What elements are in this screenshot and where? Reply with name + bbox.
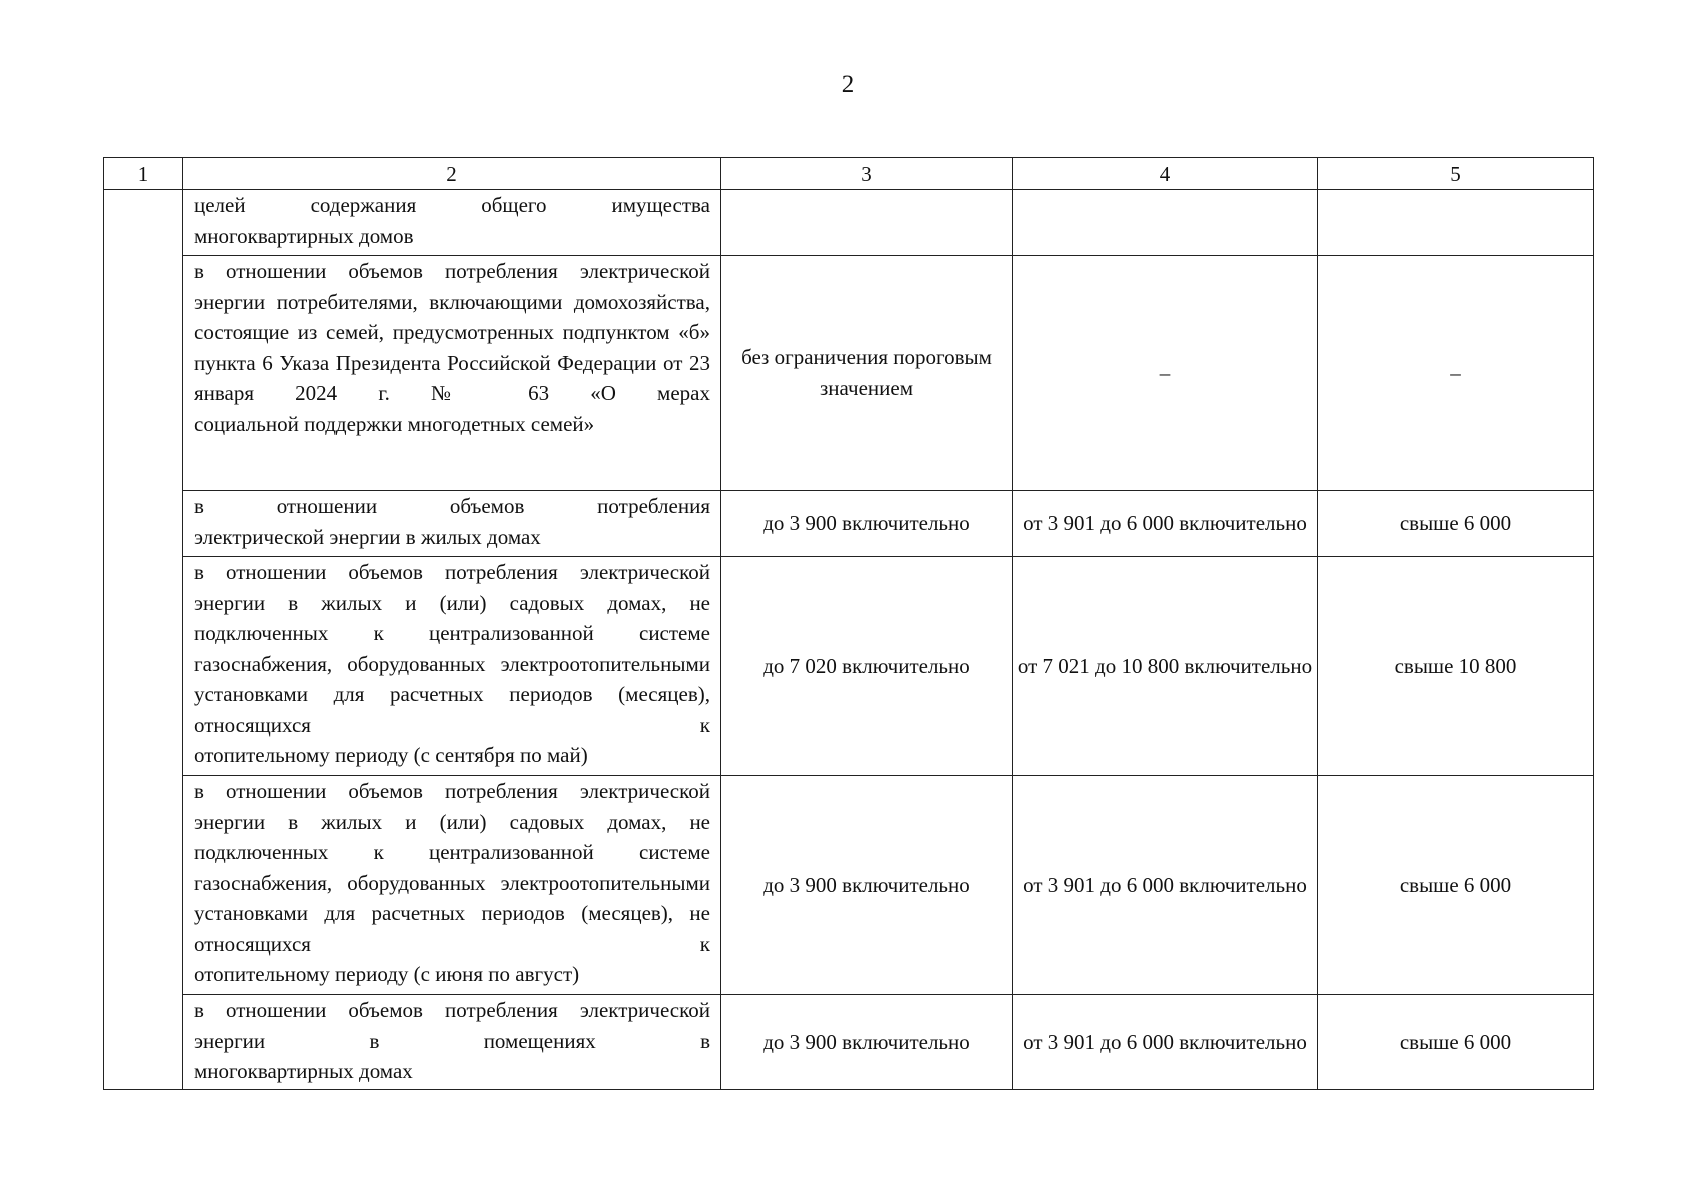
- description-cell: [183, 190, 721, 256]
- description-cell: [183, 995, 721, 1090]
- description-last-line: отопительному периоду (с сентября по май): [194, 743, 588, 767]
- table-header-row: [104, 158, 1594, 190]
- value-cell-col5: –: [1318, 256, 1594, 491]
- table-row: [104, 491, 1594, 557]
- description-text: в отношении объемов потребления электрической энергии в жилых и (или) садовых домах, не подключенных к централизованной системе газоснабжения, оборудованных электроотопительными установками для расчетных периодов (месяцев), относящихся к: [194, 560, 710, 737]
- table-row: [104, 190, 1594, 256]
- value-cell-col3: до 3 900 включительно: [721, 995, 1013, 1090]
- description-last-line: многоквартирных домов: [194, 223, 414, 248]
- value-cell-col5: свыше 10 800: [1318, 557, 1594, 776]
- value-cell-col3: до 3 900 включительно: [721, 776, 1013, 995]
- description-text: в отношении объемов потребления электрической энергии в помещениях в: [194, 998, 710, 1053]
- description-last-line: многоквартирных домах: [194, 1059, 413, 1083]
- header-cell-5: 5: [1318, 158, 1594, 190]
- value-cell-col5: свыше 6 000: [1318, 776, 1594, 995]
- value-cell-col3: до 7 020 включительно: [721, 557, 1013, 776]
- value-cell-col4: [1013, 190, 1318, 256]
- value-cell-col3: без ограничения пороговым значением: [721, 256, 1013, 491]
- value-cell-col5: свыше 6 000: [1318, 491, 1594, 557]
- page-number: 2: [841, 71, 855, 98]
- description-last-line: электрической энергии в жилых домах: [194, 524, 541, 549]
- header-cell-4: 4: [1013, 158, 1318, 190]
- description-text: в отношении объемов потребления электрической энергии потребителями, включающими домохозяйства, состоящие из семей, предусмотренных подпунктом «б» пункта 6 Указа Президента Российской Федерации от 23 января 2024 г. № 63 «О мерах: [194, 259, 710, 405]
- value-cell-col3: [721, 190, 1013, 256]
- value-cell-col4: от 3 901 до 6 000 включительно: [1013, 995, 1318, 1090]
- header-cell-1: 1: [104, 158, 183, 190]
- description-cell: [183, 776, 721, 995]
- row-number-cell: [104, 190, 183, 1090]
- description-text: в отношении объемов потребления: [194, 494, 710, 518]
- description-text: в отношении объемов потребления электрической энергии в жилых и (или) садовых домах, не подключенных к централизованной системе газоснабжения, оборудованных электроотопительными установками для расчетных периодов (месяцев), не относящихся к: [194, 779, 710, 956]
- description-cell: [183, 491, 721, 557]
- header-cell-2: 2: [183, 158, 721, 190]
- value-cell-col5: [1318, 190, 1594, 256]
- description-text: целей содержания общего имущества: [194, 193, 710, 217]
- tariff-threshold-table: [103, 157, 1594, 1090]
- table-row: [104, 776, 1594, 995]
- value-cell-col4: от 3 901 до 6 000 включительно: [1013, 491, 1318, 557]
- table-row: [104, 256, 1594, 491]
- value-cell-col4: от 7 021 до 10 800 включительно: [1013, 557, 1318, 776]
- description-cell: [183, 557, 721, 776]
- header-cell-3: 3: [721, 158, 1013, 190]
- table-row: [104, 557, 1594, 776]
- description-last-line: социальной поддержки многодетных семей»: [194, 411, 595, 436]
- description-cell: [183, 256, 721, 491]
- table-row: [104, 995, 1594, 1090]
- value-cell-col4: –: [1013, 256, 1318, 491]
- description-last-line: отопительному периоду (с июня по август): [194, 962, 580, 986]
- value-cell-col5: свыше 6 000: [1318, 995, 1594, 1090]
- value-cell-col4: от 3 901 до 6 000 включительно: [1013, 776, 1318, 995]
- value-cell-col3: до 3 900 включительно: [721, 491, 1013, 557]
